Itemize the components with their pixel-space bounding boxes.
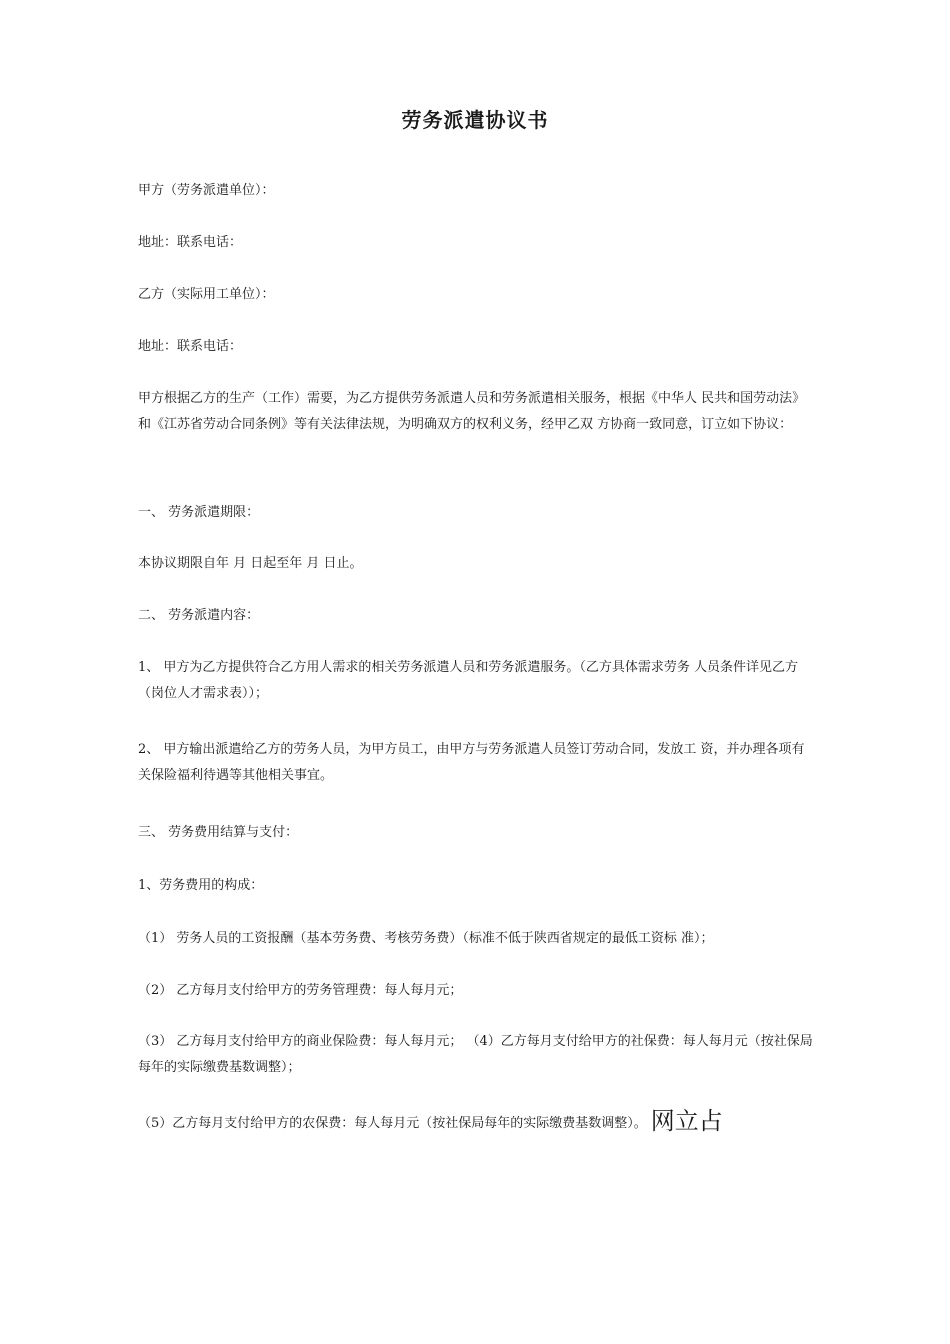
section-3-heading: 三、 劳务费用结算与支付：: [138, 825, 299, 840]
watermark-text: 网立占: [650, 1107, 723, 1135]
section-3-subheading-1: 1、劳务费用的构成：: [138, 878, 264, 893]
document-title: 劳务派遣协议书: [401, 108, 549, 132]
section-1-heading: 一、 劳务派遣期限：: [138, 505, 260, 520]
party-b-address-line: 地址：联系电话：: [138, 339, 243, 354]
section-2-heading: 二、 劳务派遣内容：: [138, 608, 260, 623]
section-1-body: 本协议期限自年 月 日起至年 月 日止。: [138, 556, 363, 571]
fee-item-5: （5）乙方每月支付给甲方的农保费：每人每月元（按社保局每年的实际缴费基数调整）。: [138, 1116, 647, 1131]
fee-item-1: （1） 劳务人员的工资报酬（基本劳务费、考核劳务费）（标准不低于陕西省规定的最低工资标 准）；: [138, 931, 714, 946]
fee-item-3-4: （3） 乙方每月支付给甲方的商业保险费：每人每月元； （4）乙方每月支付给甲方的社保费：每人每月元（按社保局每年的实际缴费基数调整）；: [138, 1034, 813, 1075]
party-b-line: 乙方（实际用工单位）：: [138, 287, 275, 302]
preamble-paragraph: 甲方根据乙方的生产（工作）需要，为乙方提供劳务派遣人员和劳务派遣相关服务，根据《中华人 民共和国劳动法》和《江苏省劳动合同条例》等有关法律法规，为明确双方的权利义务，经甲乙双 方协商一致同意，订立如下协议：: [138, 391, 806, 432]
fee-item-2: （2） 乙方每月支付给甲方的劳务管理费：每人每月元；: [138, 983, 463, 998]
section-2-item-2: 2、 甲方输出派遣给乙方的劳务人员，为甲方员工，由甲方与劳务派遣人员签订劳动合同，发放工 资，并办理各项有关保险福利待遇等其他相关事宜。: [138, 742, 805, 783]
fee-item-5-line: [138, 1108, 838, 1137]
party-a-address-line: 地址：联系电话：: [138, 235, 243, 250]
section-2-item-1: 1、 甲方为乙方提供符合乙方用人需求的相关劳务派遣人员和劳务派遣服务。（乙方具体需求劳务 人员条件详见乙方（岗位人才需求表））；: [138, 660, 799, 701]
party-a-line: 甲方（劳务派遣单位）：: [138, 183, 275, 198]
